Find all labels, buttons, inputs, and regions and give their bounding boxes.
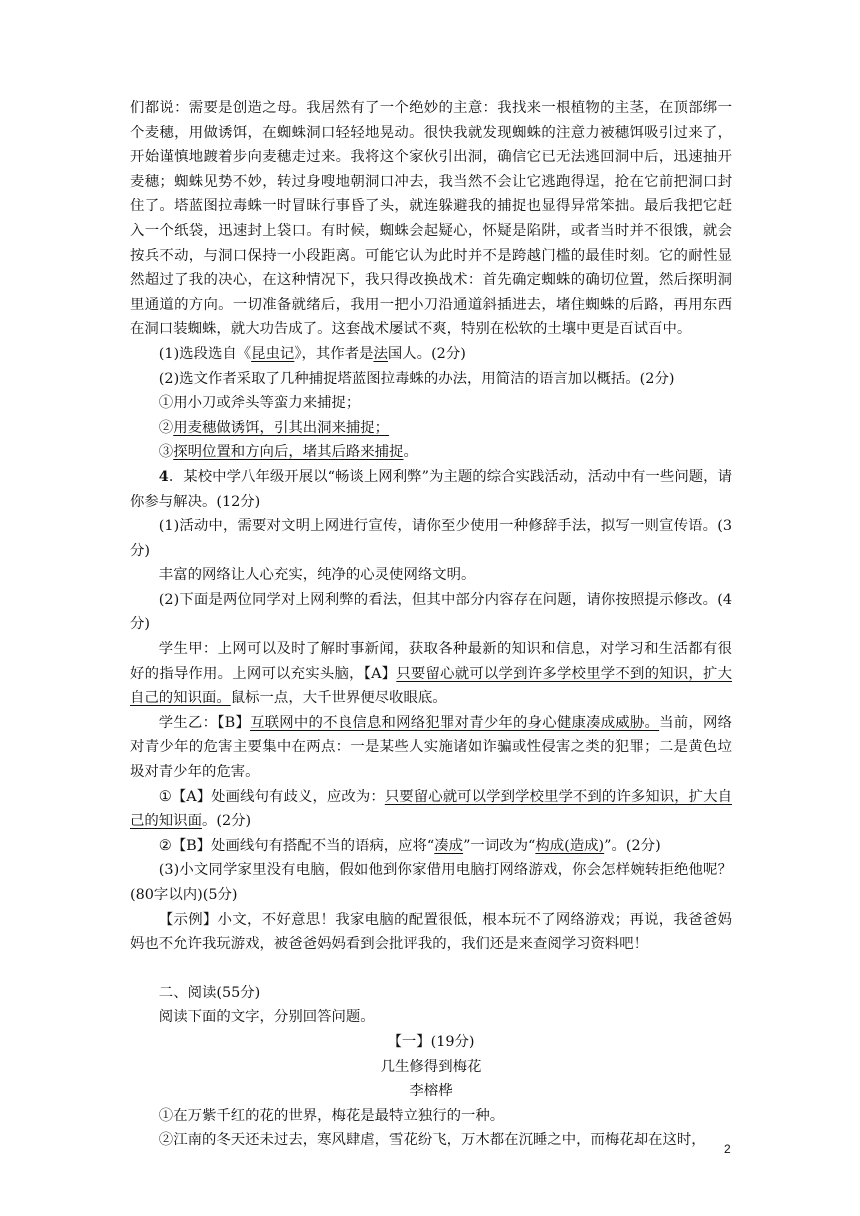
- question-3-2: (2)选文作者采取了几种捕捉塔蓝图拉毒蛛的办法，用简洁的语言加以概括。(2分): [158, 370, 675, 387]
- yi-underlined-sentence: 互联网中的不良信息和网络犯罪对青少年的身心健康凑成威胁。: [250, 714, 660, 731]
- fix-a-end: 。(2分): [201, 813, 252, 830]
- example-answer: 【示例】小文，不好意思！我家电脑的配置很低，根本玩不了网络游戏；再说，我爸爸妈妈也不允许我玩游戏，被爸爸妈妈看到会批评我的，我们还是来查阅学习资料吧！: [130, 911, 732, 953]
- question-4-text: ．某校中学八年级开展以“畅谈上网利弊”为主题的综合实践活动，活动中有一些问题，请你参与解决。(12分): [130, 468, 732, 510]
- question-4-2: (2)下面是两位同学对上网利弊的看法，但其中部分内容存在问题，请你按照提示修改。(4分): [130, 591, 732, 633]
- article-title: 几生修得到梅花: [380, 1058, 482, 1075]
- passage-paragraph: 们都说：需要是创造之母。我居然有了一个绝妙的主意：我找来一根植物的主茎，在顶部绑一个麦穗，用做诱饵，在蜘蛛洞口轻轻地晃动。很快我就发现蜘蛛的注意力被穗饵吸引过来了，开始谨慎地踱着步向麦穗走过来。我将这个家伙引出洞，确信它已无法逃回洞中后，迅速抽开麦穗；蜘蛛见势不妙，转过身嗖地朝洞口冲去，我当然不会让它逃跑得逞，抢在它前把洞口封住了。塔蓝图拉毒蛛一时冒昧行事昏了头，就连躲避我的捕捉也显得异常笨拙。最后我把它赶入一个纸袋，迅速封上袋口。有时候，蜘蛛会起疑心，怀疑是陷阱，或者当时并不很饿，就会按兵不动，与洞口保持一小段距离。可能它认为此时并不是跨越门槛的最佳时刻。它的耐性显然超过了我的决心，在这种情况下，我只得改换战术：首先确定蜘蛛的确切位置，然后探明洞里通道的方向。一切准备就绪后，我用一把小刀沿通道斜插进去，堵住蜘蛛的后路，再用东西在洞口装蜘蛛，就大功告成了。这套战术屡试不爽，特别在松软的土壤中更是百试百中。: [130, 100, 732, 338]
- slogan-answer: 丰富的网络让人心充实，纯净的心灵使网络文明。: [158, 567, 476, 584]
- question-4-number: 4: [158, 467, 169, 485]
- q3-1-text: (1)选段选自《: [158, 345, 252, 362]
- section-gap: [130, 957, 732, 981]
- yi-text-end: 当前，网络对青少年的危害主要集中在两点：一是某些人实施诸如诈骗或性侵害之类的犯罪；二是黄色垃圾对青少年的危害。: [130, 714, 732, 781]
- q3-1-text-mid: 》，其作者是: [294, 345, 374, 362]
- yi-text: 学生乙：【B】: [158, 714, 251, 731]
- method-3-end: 。: [403, 444, 418, 461]
- article-author: 李榕桦: [409, 1083, 453, 1100]
- article-paragraph-2: ②江南的冬天还未过去，寒风肆虐，雪花纷飞，万木都在沉睡之中，而梅花却在这时，: [158, 1132, 706, 1149]
- article-paragraph-1: ①在万紫千红的花的世界，梅花是最特立独行的一种。: [158, 1107, 505, 1124]
- answer-country: 法: [373, 345, 388, 362]
- fix-b-wrong-word: 凑成: [434, 837, 464, 854]
- jia-text: 学生甲：上网可以及时了解时事新闻，获取各种最新的知识和信息，对学习和生活都有很好的指导作用。上网可以充实头脑，【A】: [130, 641, 732, 682]
- page-number: 2: [724, 1142, 731, 1156]
- student-yi-opinion: [130, 711, 732, 785]
- fix-b-mid: ”一词改为“: [463, 837, 536, 854]
- method-3-number: ③: [158, 444, 174, 461]
- part-label: 【一】(19分): [387, 1033, 475, 1050]
- fix-a-prompt: ①【A】处画线句有歧义，应改为：: [158, 788, 385, 805]
- question-4-title: [130, 465, 732, 514]
- method-2-number: ②: [158, 419, 174, 436]
- fix-b-end: ”。(2分): [604, 837, 661, 854]
- answer-book-title: 昆虫记: [251, 345, 295, 362]
- q3-1-text-end: 国人。(2分): [387, 345, 466, 362]
- answer-method-1: ①用小刀或斧头等蛮力来捕捉；: [158, 395, 361, 412]
- jia-text-end: 鼠标一点，大千世界便尽收眼底。: [230, 690, 447, 707]
- answer-method-2: [130, 416, 732, 441]
- fix-b-prompt: ②【B】处画线句有搭配不当的语病，应将“: [158, 837, 435, 854]
- jia-underlined-sentence: 只要留心就可以学到许多学校里学不到的知识，扩大自己的知识面。: [130, 665, 732, 707]
- question-3-1: [130, 342, 732, 367]
- fix-b-new-word: 构成(造成): [535, 837, 605, 854]
- page-content: [130, 96, 732, 1153]
- section-heading: 二、阅读(55分): [158, 984, 261, 1001]
- answer-method-3: [130, 440, 732, 465]
- student-jia-opinion: [130, 637, 732, 711]
- fix-a-corrected: 只要留心就可以学到学校里学不到的许多知识，扩大自己的知识面: [130, 788, 732, 830]
- fix-a-answer: [130, 785, 732, 834]
- fix-b-answer: [130, 834, 732, 859]
- question-4-3: (3)小文同学家里没有电脑，假如他到你家借用电脑打网络游戏，你会怎样婉转拒绝他呢？(80字以内)(5分): [130, 862, 732, 903]
- method-2-text: 用麦穗做诱饵，引其出洞来捕捉；: [173, 419, 390, 436]
- reading-instruction: 阅读下面的文字，分别回答问题。: [158, 1009, 375, 1026]
- method-3-text: 探明位置和方向后，堵其后路来捕捉: [173, 444, 404, 461]
- question-4-1: (1)活动中，需要对文明上网进行宣传，请你至少使用一种修辞手法，拟写一则宣传语。(3分): [130, 518, 732, 559]
